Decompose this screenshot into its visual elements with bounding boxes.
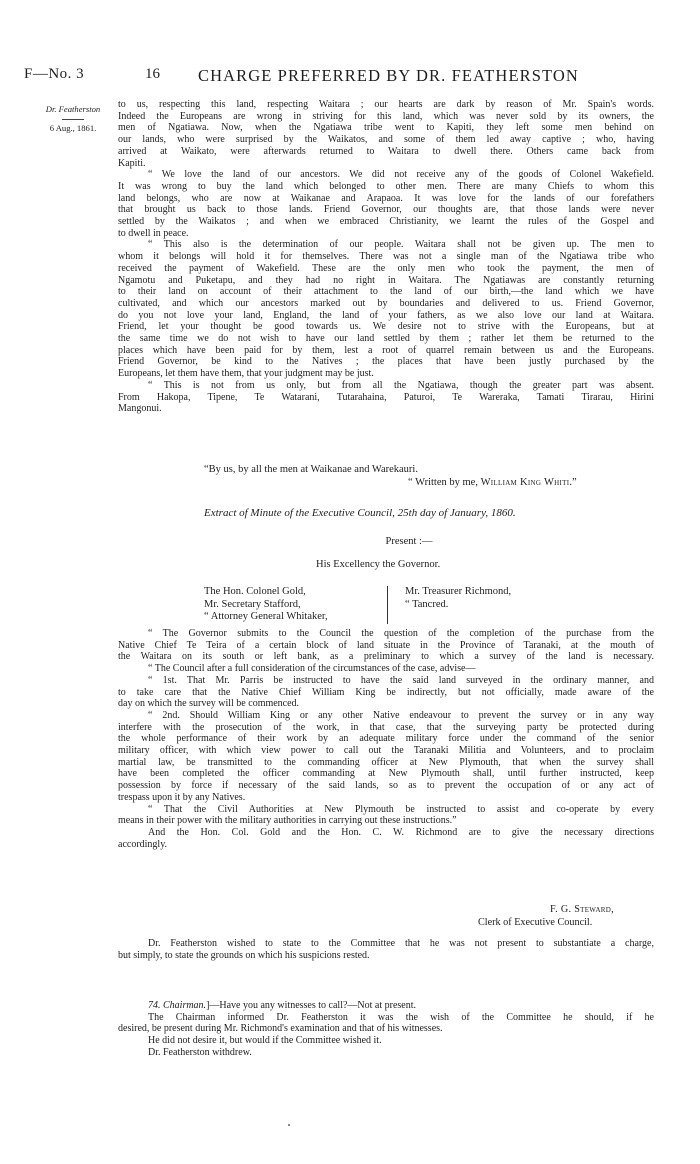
closing-lines-line: The Chairman informed Dr. Featherston it was the wish of the Committee he should, if he bbox=[148, 1011, 654, 1023]
letter-lines-line: Mangonui. bbox=[118, 403, 162, 415]
minute-lines-line: the whole performance of their work by an adequate military force under the command of the senior bbox=[118, 733, 654, 745]
council-member: The Hon. Colonel Gold, bbox=[204, 586, 306, 597]
letter-lines-line: Kapiti. bbox=[118, 157, 146, 169]
council-member: “ Tancred. bbox=[405, 598, 449, 610]
letter-lines-line: to us, respecting this land, respecting Waitara ; our hearts are dark by reason of Mr. Spain's words. bbox=[118, 99, 654, 110]
present-text: Present :— bbox=[385, 536, 433, 547]
letter-lines-line: the same time we do not wish to have our land settled by them ; rather let them be returned to the bbox=[118, 333, 654, 345]
featherston-lines-line: but simply, to state the grounds on which his suspicions rested. bbox=[118, 949, 370, 961]
letter-lines-line: “ This is not from us only, but from all the Ngatiawa, though the greater part was absent. bbox=[148, 379, 654, 391]
margin-date: 6 Aug., 1861. bbox=[49, 123, 97, 133]
steward-signature bbox=[478, 904, 614, 929]
question-74 bbox=[118, 1000, 654, 1012]
letter-lines-line: places which have been paid for by them, lest a root of quarrel remain between us and the Europeans. bbox=[118, 344, 654, 356]
minute-text bbox=[118, 628, 654, 850]
letter-lines-line: land belongs, who are now at Waikanae and Arapaoa. It was love for the lands of our forefathers bbox=[118, 192, 654, 204]
minute-lines-line: “ That the Civil Authorities at New Plymouth be instructed to assist and co-operate by every bbox=[148, 803, 654, 815]
letter-lines-line: Indeed the Europeans are wrong in striving for this land, which was never sold by its owners, the bbox=[118, 110, 654, 122]
steward-name: F. G. Steward, bbox=[550, 904, 614, 915]
letter-lines-line: Europeans, let them have them, that your judgment may be just. bbox=[118, 368, 374, 380]
letter-lines-line: men of Ngatiawa. Now, when the Ngatiawa tribe went to Kapiti, they left some men behind on bbox=[118, 122, 654, 134]
minute-lines-line: military officer, with which view power to call out the Taranaki Militia and Volunteers, and to proclaim bbox=[118, 745, 654, 757]
page-number: 16 bbox=[145, 66, 160, 82]
margin-note bbox=[33, 103, 113, 135]
extract-heading: Extract of Minute of the Executive Council, 25th day of January, 1860. bbox=[204, 507, 516, 519]
council-member: Mr. Secretary Stafford, bbox=[204, 598, 301, 610]
letter-lines-line: “ This also is the determination of our people. Waitara shall not be given up. The men to bbox=[148, 239, 654, 251]
question-74-section bbox=[118, 1000, 654, 1059]
minute-lines-line: Native Chief Te Teira of a certain block of land situate in the Province of Taranaki, at the mouth of bbox=[118, 639, 654, 651]
signature-line-2 bbox=[408, 477, 577, 488]
members-divider bbox=[387, 586, 388, 624]
minute-lines-line: And the Hon. Col. Gold and the Hon. C. W. Richmond are to give the necessary directions bbox=[148, 826, 654, 838]
minute-lines-line: means in their power with the military authorities in carrying out these instructions.” bbox=[118, 815, 457, 827]
signature-suffix: .” bbox=[569, 477, 577, 488]
question-74-label: 74. Chairman. bbox=[148, 1000, 207, 1011]
letter-lines-line: received the payment of Wakefield. These are the only men who took the payment, the men of bbox=[118, 262, 654, 274]
council-member: Mr. Treasurer Richmond, bbox=[405, 586, 512, 597]
minute-lines-line: “ 1st. That Mr. Parris be instructed to have the said land surveyed in the ordinary manner, and bbox=[148, 674, 654, 686]
letter-lines-line: do you not love your land, England, the land of your fathers, as we also love our land at Waitara. bbox=[118, 309, 654, 321]
minute-lines-line: “ The Governor submits to the Council the question of the completion of the purchase from the bbox=[148, 628, 654, 639]
closing-lines-line: He did not desire it, but would if the Committee wished it. bbox=[148, 1035, 382, 1047]
letter-lines-line: “ We love the land of our ancestors. We did not receive any of the goods of Colonel Wakefield. bbox=[148, 169, 654, 181]
letter-lines-line: Friend, let your thought be good towards us. We desire not to strive with the Europeans, but at bbox=[118, 321, 654, 333]
letter-text bbox=[118, 99, 654, 415]
letter-lines-line: settled by the Waikatos ; and when we embraced Christianity, we learnt the rules of the Gospel and bbox=[118, 216, 654, 228]
letter-lines-line: that brought us back to those lands. Friend Governor, our thoughts are, that those lands were never bbox=[118, 204, 654, 216]
steward-title: Clerk of Executive Council. bbox=[478, 916, 593, 928]
letter-lines-line: arrived at Waikato, were afterwards returned to Waitara to dwell there. Others came back from bbox=[118, 145, 654, 157]
signature-line-1: “By us, by all the men at Waikanae and Warekauri. bbox=[204, 464, 418, 475]
closing-text bbox=[118, 1012, 654, 1059]
margin-rule bbox=[62, 119, 84, 120]
signature-name: William King Whiti bbox=[480, 477, 570, 488]
minute-lines-line: have been completed the officer commanding at New Plymouth shall, until further instructed, keep bbox=[118, 768, 654, 780]
minute-lines-line: to take care that the Native Chief William King be indirectly, but not officially, made aware of the bbox=[118, 686, 654, 698]
minute-lines-line: “ 2nd. Should William King or any other Native endeavour to prevent the survey or in any way bbox=[148, 709, 654, 721]
members-right-list bbox=[405, 586, 511, 611]
present-label bbox=[0, 536, 700, 547]
minute-lines-line: accordingly. bbox=[118, 838, 168, 850]
signature-prefix: “ Written by me, bbox=[408, 477, 478, 488]
featherston-statement bbox=[118, 938, 654, 961]
letter-lines-line: to their land on account of their attachment to the land of our birth,—the land which we have bbox=[118, 286, 654, 298]
printer-mark bbox=[288, 1124, 290, 1126]
series-number: F—No. 3 bbox=[24, 66, 85, 82]
excellency-line: His Excellency the Governor. bbox=[316, 559, 441, 570]
letter-lines-line: our lands, who were surprised by the Waikatos, and some of them led away captive ; who, having bbox=[118, 134, 654, 146]
margin-speaker: Dr. Featherston bbox=[45, 104, 101, 114]
letter-lines-line: Ngamotu and Puketapu, and they had no right in Waitara. The Ngatiawas are constantly returning bbox=[118, 274, 654, 286]
page-title: CHARGE PREFERRED BY DR. FEATHERSTON bbox=[198, 66, 579, 85]
minute-lines-line: interfere with the prosecution of the work, in that case, that the surveying party be protected during bbox=[118, 721, 654, 733]
letter-lines-line: From Hakopa, Tipene, Te Watarani, Tutarahaina, Paturoi, Te Wareraka, Tamati Tirarau, Hirini bbox=[118, 391, 654, 403]
closing-lines-line: desired, be present during Mr. Richmond's examination and that of his witnesses. bbox=[118, 1023, 443, 1035]
closing-lines-line: Dr. Featherston withdrew. bbox=[148, 1046, 252, 1058]
letter-lines-line: to dwell in peace. bbox=[118, 227, 189, 239]
featherston-lines-line: Dr. Featherston wished to state to the Committee that he was not present to substantiate a charge, bbox=[148, 938, 654, 949]
letter-lines-line: It was wrong to buy the land which belonged to other men. There are many Chiefs to whom this bbox=[118, 180, 654, 192]
council-member: “ Attorney General Whitaker, bbox=[204, 611, 328, 622]
minute-lines-line: day on which the survey will be commenced. bbox=[118, 698, 300, 710]
minute-lines-line: martial law, be transmitted to the commanding officer at New Plymouth, that when the survey shall bbox=[118, 756, 654, 768]
minute-lines-line: the Waitara on its south or left bank, as a preliminary to which a survey of the land is necessary. bbox=[118, 651, 654, 663]
minute-lines-line: “ The Council after a full consideration of the circumstances of the case, advise— bbox=[148, 663, 476, 675]
letter-lines-line: cultivated, and which our ancestors marked out by boundaries and delivered to us. Friend Governor, bbox=[118, 297, 654, 309]
letter-lines-line: whom it belongs will hold it for themselves. There was not a single man of the Ngatiawa tribe who bbox=[118, 251, 654, 263]
letter-lines-line: Friend Governor, be kind to the Natives ; the places that have been justly purchased by the bbox=[118, 356, 654, 368]
question-74-text: ]—Have you any witnesses to call?—Not at present. bbox=[206, 1000, 417, 1011]
members-left-list bbox=[204, 586, 328, 624]
minute-lines-line: trespass upon it by any Natives. bbox=[118, 791, 246, 803]
minute-lines-line: possession by force if necessary of the said lands, so as to prevent the occupation of or any act of bbox=[118, 780, 654, 792]
page-header bbox=[24, 66, 674, 90]
